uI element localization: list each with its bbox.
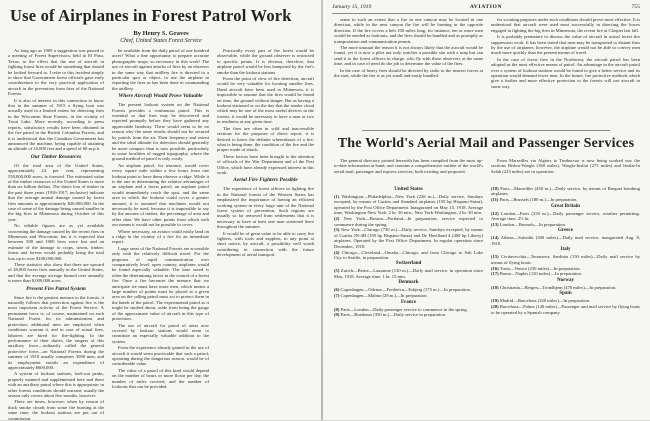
service-entry-text: New York—Chicago (730 m.)—Daily service, Sundays excepted, by means of Curtiss JN-4H (150 hp Hispano-Suiza) and De Havilland 4 (400 hp Liberty) airplanes. Operated by the Post Office Department. In regular operation since December, 1918. bbox=[334, 227, 483, 249]
paragraph: The general directory printed herewith has been compiled from the most up-to-date information at hand, and contains a comprehensive outline of the world's aerial mail, passenger and express services, both existing and proposed. bbox=[334, 158, 483, 174]
intro-column-2 bbox=[491, 158, 640, 184]
service-entry bbox=[334, 216, 483, 227]
service-entry-number: (10) bbox=[491, 186, 499, 191]
service-entry-number: (7) bbox=[334, 293, 340, 299]
paragraph: The value of a patrol of this kind would depend on the number of hours or more flown per day, the number of miles covered, and the number of lookouts that can be provided. bbox=[112, 367, 209, 389]
service-entry-number: (2) bbox=[334, 216, 340, 222]
service-entry bbox=[491, 222, 640, 227]
section-subhead: Our Timber Resources bbox=[30, 153, 82, 160]
paragraph: The experience of forest officers in fighting fire in the National forests of the Western States has emphasized the importance of having an efficient working system in every large unit of the National forest system of prevention. Such regions are usually so far removed from settlements that it is necessary to have at least one man stationed there throughout the summer. bbox=[217, 186, 314, 230]
service-entry-text: Barcelona—Palma (140 miles)—Passenger and mail service by flying boats to be operated by a Spanish company. bbox=[491, 304, 640, 315]
service-entry-text: Athens—Saloniki (300 miles)—Daily mail service, inaugurated Aug. 8, 1918. bbox=[491, 235, 640, 246]
service-entry-text: Chicago—Cleveland—Omaha—Chicago, and from Chicago to Salt Lake City to Seattle, in preparation. bbox=[334, 249, 483, 260]
service-entry-number: (20) bbox=[491, 304, 499, 310]
service-entry bbox=[491, 211, 640, 222]
service-entry-text: Rome—Naples (120 miles)—In preparation. bbox=[499, 271, 582, 277]
service-entry-number: (3) bbox=[334, 227, 340, 233]
service-entry-text: Turin—Venice (250 miles)—In preparation. bbox=[499, 265, 581, 271]
paragraph: These factors have been brought to the attention of officials of the War Department and of the Post Office, which have already expressed interest in this work. bbox=[217, 153, 314, 175]
service-entry-number: (9) bbox=[334, 312, 340, 318]
service-entry bbox=[491, 254, 640, 265]
paragraph: for scouting purposes under such conditions should prove most effective. It is understood that aircraft were used most successfully in directing the forces engaged in fighting the big fires in Minnesota, the recent fire at Cloquet last fall. bbox=[491, 17, 640, 33]
paragraph: In the case of forest fires in the Northwest, the aircraft patrol has been adopted as the most effective means of patrol. An advantage in the aircraft patrol over a system of lookout stations would be found to give a better service and its operation would demand fewer men. In the future, fire protective methods which give a further and more effective protection to the forests will use aircraft in some way. bbox=[491, 56, 640, 89]
service-entry-text: Christiania—Bergen—Trondhjem (470 miles)—In preparation. bbox=[499, 284, 617, 290]
country-heading: Switzerland bbox=[395, 261, 422, 267]
left-column-1 bbox=[8, 48, 104, 421]
section-subhead: Aerial Fire Fighters Possible bbox=[233, 177, 298, 184]
service-entry bbox=[491, 285, 640, 290]
paragraph: The present lookout system on the National Forests provides a continuous patrol. This is essential so that fires may be discovered and reported promptly before they have gathered any appreciable headway. There would seem to be no reason why the same results should not be secured by patrols from the air. Their frequency and extent and the ideal altitude for detection should generally be more compact than is now possible, particularly in some localities of rugged topography, where the ground method of patrol is only costly. bbox=[112, 102, 209, 162]
paragraph: Where necessary, an aviator could easily land on a ridge in the vicinity of a fire for an immediate report. bbox=[112, 228, 209, 245]
country-heading: France bbox=[401, 299, 416, 305]
service-entry-number: (1) bbox=[334, 194, 340, 199]
country-heading: Great Britain bbox=[551, 203, 580, 209]
paragraph: It is also of interest in this connection to know that in the summer of 1915 a flying boat was actually used in a limited extent for detecting fires in the Wisconsin State Forests, in the vicinity of Trout Lake. More recently, according to press reports, satisfactory results have been obtained in the fire patrol in the British Columbia Forests, and it is understood that the Canadian Government has announced the machine, being capable of attaining an altitude of 10,000 feet and a speed of 60 m.p.h. bbox=[8, 97, 104, 152]
article-author: By Henry S. Graves bbox=[133, 30, 189, 37]
continued-column-1 bbox=[334, 17, 483, 126]
service-entry-text: London—Brussels—In preparation. bbox=[499, 222, 566, 228]
section-rule bbox=[362, 130, 610, 131]
running-title: AVIATION bbox=[469, 4, 503, 10]
country-heading: United States bbox=[394, 187, 423, 192]
section-subhead: Present Fire Patrol System bbox=[26, 285, 86, 292]
article-author-role: Chief, United States Forest Service bbox=[120, 38, 202, 44]
article-title: Use of Airplanes in Forest Patrol Work bbox=[10, 6, 292, 25]
paragraph: Large areas of the National Forests are accessible only with the relatively difficult travel. For the purposes of rapid communication over comparatively level, open country, airplanes would be found especially valuable. The time saved is often the determining factor in the control of a forest fire. Once a fire becomes the menace that we anticipate we must have more men, which means a large number of points must be placed at a given area on the calling patrol must act to protect them in the hands of the patrol. The experimental patrol as it might be studied about, aside from being the gauge of the approximate value of aircraft in this type of protection. bbox=[112, 245, 209, 322]
service-entry bbox=[334, 250, 483, 261]
service-entry-text: New York—Boston—Portland—In preparation; service expected to commence during the spring. bbox=[334, 216, 484, 227]
paragraph: The fires are often in wild and inaccessible sections for the purposes of direct report, it is desired to know the definite whereabouts of a fire, what is being done, the condition of the fire and the proper mode of attack. bbox=[217, 125, 314, 153]
country-heading: Italy bbox=[560, 247, 571, 253]
paragraph: The use of aircraft for patrol of areas now covered by lookout stations would seem to constitute an especially valuable addition to the system. bbox=[112, 322, 209, 344]
service-entry-number: (13) bbox=[491, 222, 499, 228]
country-heading: Greece bbox=[558, 228, 573, 234]
service-entry-number: (15) bbox=[491, 254, 499, 260]
paragraph: Of the total area of the United States, approximately 24 per cent, representing 550,000,000 acres, is forested. The estimated value of the timber resources of the United States is more than six billion dollars. The direct loss of timber in the past three years (1916-1917, inclusive) indicate that the average annual damage caused by forest fires amounts to approximately $20,000,000. In the case of some of the damage being caused smaller in the big fires in Minnesota during October of this year. bbox=[8, 162, 104, 222]
service-entry-number: (12) bbox=[491, 210, 499, 216]
service-entry-text: Madrid—Barcelona (320 miles)—In preparation. bbox=[499, 298, 591, 304]
paragraph: In the case of heavy fires should be directed by radio to the nearest forces at the start, while the fire is as yet small and easily handled. bbox=[334, 67, 483, 79]
page-gutter bbox=[321, 0, 323, 420]
aerial-services-title: The World's Aerial Mail and Passenger Services bbox=[337, 136, 635, 151]
directory-column-1 bbox=[334, 186, 483, 416]
paragraph: Since fire is the greatest menace to the forests, it naturally follows that protection against fire is the most important activity of the Forest Service. A permanent force is, of course, maintained on each National Forest for its administration and protection; additional men are employed when conditions warrant it, and in case of actual fires, laborers are hired for fire-fighting. In the performance of their duties, the rangers of this auxiliary force—ordinarily called the general protective force—on National Forests during the summer of 1918 usually comprises 3000 men, and its employment entails an expenditure of approximately $600,000. bbox=[8, 294, 104, 370]
paragraph: The more unusual the reason it is not always likely that the aircraft would be found, yet it is now a pilot not only watches a possible site with a map but can send it to the forest officers in charge, who fly with these observers at the same time, and in case of need do the job to determine the value of the fires. bbox=[334, 45, 483, 67]
service-entry-text: Zurich—Berne—Lausanne (130 m.)—Daily mail service, in operation since May, 1918. Average time, 1 hr. 15 min. bbox=[334, 268, 483, 279]
service-entry-number: (6) bbox=[334, 287, 340, 293]
service-entry bbox=[491, 298, 640, 303]
paragraph: Practically every part of the forest would be observable, while the ground observer is restricted to specific points. It is obvious, therefore, that airplane patrol would be less hampered by the fire's smoke than the lookout stations. bbox=[217, 48, 314, 75]
service-entry-text: Washington—Philadelphia—New York (226 m.)—Daily service, Sundays excepted, by means of Curtiss and Standard airplanes (150 hp Hispano-Suiza), operated by the Post Office Department. Inaugurated on May 15, 1918. Average time, Washington-New York, 2 hr. 30 min.; New York-Washington, 2 hr. 30 min. bbox=[334, 194, 483, 216]
service-entry-text: Copenhagen—Malmo (28 m.)—In preparation. bbox=[340, 293, 428, 299]
directory-column-2 bbox=[491, 186, 640, 416]
service-entry-number: (11) bbox=[491, 197, 499, 203]
service-entry bbox=[491, 266, 640, 271]
issue-date: January 15, 1919 bbox=[332, 4, 372, 10]
left-column-2 bbox=[112, 48, 209, 416]
continued-article-columns bbox=[334, 17, 640, 126]
country-heading: Denmark bbox=[398, 280, 419, 286]
header-rule bbox=[332, 13, 640, 14]
service-entry bbox=[334, 194, 483, 216]
paragraph: sense to such an extent that a fire in one canyon may be located in one direction, while in the next canyon the fire will be burning in the opposite direction. If the fire covers a belt 100 miles long, for instance, ten or more men would be needed as lookouts, and the fires should be handled and as promptly as transportation and communication permit. bbox=[334, 17, 483, 44]
paragraph: From the experience already gained in the use of aircraft it would seem practicable that such a patrol, operating during the dangerous season, would be of considerable value. bbox=[112, 345, 209, 367]
page-number: 755 bbox=[631, 4, 640, 10]
service-entry bbox=[491, 197, 640, 202]
paragraph: It is probably premature to discuss the value of aircraft in actual forest fire suppression work. It has been stated that men may be transported to distant fires by the use of airplanes; however, the airplane would not be able to convey men much more quickly than the present means of travel. bbox=[491, 34, 640, 56]
aerial-services-directory bbox=[334, 186, 640, 416]
service-entry-number: (18) bbox=[491, 284, 499, 290]
intro-column-1 bbox=[334, 158, 483, 184]
paragraph: It would be of great value to be able to carry fire fighters, with tools and supplies, to any point at short notice, by aircraft, a possibility well worth considering in connection with the future development of aerial transport. bbox=[217, 230, 314, 258]
paragraph: An airplane patrol, for instance, would cover every square mile within a few hours from one lookout point to have them observe a ridge. While it is the one in determining the relative advantages of an airplane and a forest patrol, an airplane patrol would immediately reach the spot, and the same area in which the lookout could cover a greater amount, it is assumed that machines would not necessarily be used, because it is impossible to say by the amount of timber, the percentage of area and other data. We have other points from which with our means it would not be possible to cover. bbox=[112, 162, 209, 228]
paragraph: As long ago as 1909 a suggestion was passed to a meeting of Forest Supervisors, held in El Paso, Texas, to the effect that the use of aircraft in fighting forest fires would be something that should be looked forward to. I refer to this incident simply to show that Government forest officials gave early consideration to the very practical application of aircraft in the prevention from fires of the National Forests. bbox=[8, 48, 104, 97]
paragraph: From Marseilles via Algiers to Timbuctoo is now being worked out; the sections Biskra-Wargla (360 miles), Wargla-Insilat (275 miles) and Insilat-In Salah (225 miles) are in operation. bbox=[491, 158, 640, 174]
service-entry-number: (17) bbox=[491, 271, 499, 277]
right-page bbox=[322, 0, 650, 420]
paragraph: From the point of view of fire detection, aircraft would be very valuable for locating smaller fires. Hand aircraft have been used in Minnesota, it is impossible to assume that the fires would be found on time, the ground without danger. But as having a lookout stationed or on the day that the smoke cloud which may be one of the most useful devices in the forests, it would be necessary to have a man or two in readiness at any given time. bbox=[217, 76, 314, 125]
service-entry bbox=[491, 186, 640, 197]
service-entry bbox=[334, 293, 483, 298]
service-entry bbox=[491, 304, 640, 315]
service-entry bbox=[334, 287, 483, 292]
service-entry-number: (14) bbox=[491, 235, 499, 241]
service-entry-number: (5) bbox=[334, 268, 340, 274]
service-entry-text: London—Paris (250 m.)—Daily passenger service, weather permitting. Average time, 2½ hr. bbox=[491, 210, 640, 222]
paragraph: There are times, however, when by reason of thick smoke clouds from some fire burning at the same time, the lookout stations are put out of commission. bbox=[8, 399, 104, 421]
section-subhead: Where Aircraft Would Prove Valuable bbox=[118, 93, 203, 100]
service-entry bbox=[334, 227, 483, 249]
paragraph: No reliable figures are as yet available concerning the damage caused by the recent fires in Minnesota and Wisconsin, but it is expected that between 500 and 1000 lives were lost and an estimate of the damage to crops, towns, timber, farms and forests would probably bring the total loss up to over $100,000,000. bbox=[8, 223, 104, 261]
country-heading: Norway bbox=[557, 277, 574, 283]
service-entry bbox=[334, 312, 483, 317]
service-entry-number: (8) bbox=[334, 306, 340, 312]
country-heading: Spain bbox=[559, 291, 572, 297]
aerial-services-intro bbox=[334, 158, 640, 184]
left-page bbox=[0, 0, 322, 420]
continued-column-2 bbox=[491, 17, 640, 126]
paragraph: These statistics also show that there are upward of 28,000 forest fires annually in the United States, and that the average acreage burned over annually is more than 8,000,000 acres. bbox=[8, 262, 104, 284]
left-article-columns bbox=[8, 48, 314, 421]
paragraph: A system of lookout stations, look-out peaks, properly manned and supplemented here and there with an auxiliary patrol where this is appropriate; in other forests conditions should warrant; usually the season only covers about five months, however. bbox=[8, 371, 104, 398]
service-entry-number: (19) bbox=[491, 298, 499, 304]
service-entry-text: Paris—Marseilles (450 m.)—Daily service, by means of Breguet bombing airplanes. bbox=[491, 186, 640, 197]
service-entry-number: (4) bbox=[334, 249, 340, 255]
service-entry-text: Copenhagen—Odense—Frederica—Esbjerg (175 m.)—In preparation. bbox=[340, 287, 471, 293]
paragraph: be available from the daily patrol of one hundred acres? What a fine opportunity to prepare accurate photographic maps, so necessary in this work! The use of aircraft against attacks of fires by an observer in the same way that artillery fire is directed to a particular spot or object, to use the airplane in reporting the fires as has been done in commanding the artillery. bbox=[112, 48, 209, 91]
service-entry-number: (16) bbox=[491, 265, 499, 271]
service-entry bbox=[491, 271, 640, 276]
service-entry-text: Civitavecchia—Terranova, Sardinia (150 miles)—Daily mail service by means of flying boats. bbox=[491, 254, 640, 265]
service-entry bbox=[334, 307, 483, 312]
service-entry bbox=[491, 235, 640, 246]
left-column-3 bbox=[217, 48, 314, 416]
service-entry-text: Paris—Brussels (180 m.)—In preparation. bbox=[499, 197, 578, 203]
service-entry-text: Paris—London—Daily passenger service to commence in the spring. bbox=[340, 306, 468, 312]
service-entry bbox=[334, 268, 483, 279]
service-entry-text: Paris—Bordeaux (350 m.)—Daily service in preparation. bbox=[340, 312, 447, 318]
